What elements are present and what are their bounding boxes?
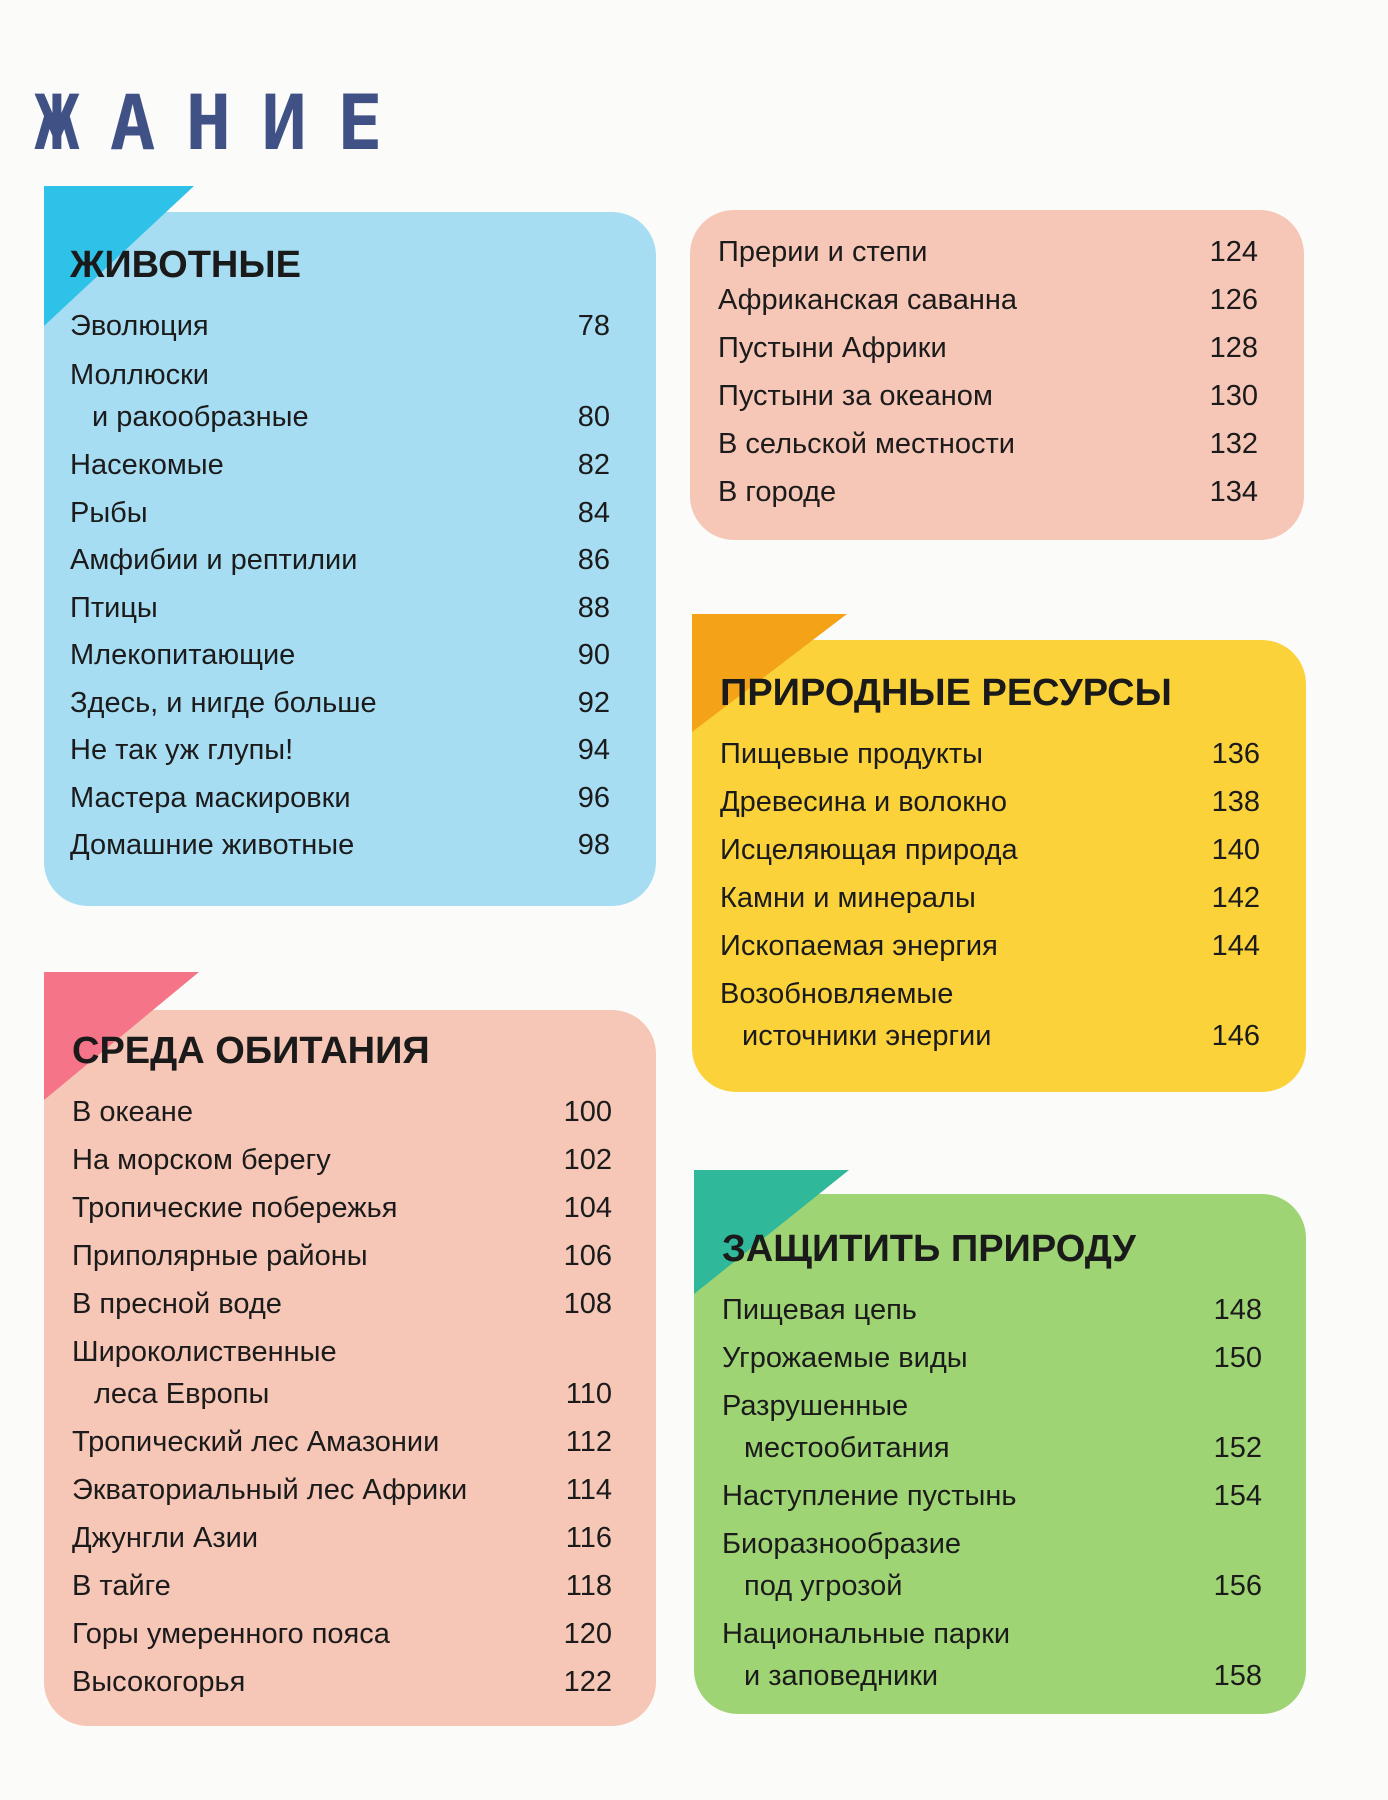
entry-page: 144	[1211, 930, 1260, 962]
section-title-animals: ЖИВОТНЫЕ	[70, 244, 301, 286]
entry-label: Пищевые продукты	[720, 738, 984, 770]
section-title-resources: ПРИРОДНЫЕ РЕСУРСЫ	[720, 672, 1172, 714]
entry-label: Моллюски	[70, 359, 209, 391]
entry-label: Эволюция	[70, 310, 209, 342]
entry-page: 146	[1211, 1020, 1260, 1052]
entry-label: Возобновляемые	[720, 978, 954, 1010]
entry-label: Разрушенные	[722, 1390, 909, 1422]
entry-page: 150	[1213, 1342, 1262, 1374]
entry-page: 82	[577, 449, 610, 481]
entry-label: Горы умеренного пояса	[72, 1618, 390, 1650]
entry-label: Тропические побережья	[72, 1192, 398, 1224]
entry-page: 142	[1211, 882, 1260, 914]
section-title-protect: ЗАЩИТИТЬ ПРИРОДУ	[722, 1228, 1136, 1270]
entry-label: под угрозой	[744, 1570, 903, 1602]
entry-page: 112	[565, 1426, 612, 1458]
entry-page: 136	[1211, 738, 1260, 770]
entry-label: Джунгли Азии	[72, 1522, 259, 1554]
entry-label: и ракообразные	[92, 401, 309, 433]
entry-label: Рыбы	[70, 497, 148, 529]
page-heading: ЖАНИЕ	[34, 78, 413, 167]
entry-page: 94	[577, 734, 610, 766]
entry-label: Птицы	[70, 592, 158, 624]
entry-label: Пустыни Африки	[718, 332, 947, 364]
entry-label: В тайге	[72, 1570, 171, 1602]
entry-page: 126	[1209, 284, 1258, 316]
entry-page: 98	[577, 829, 610, 861]
entry-page: 78	[577, 310, 610, 342]
entry-page: 84	[577, 497, 610, 529]
entry-label: Тропический лес Амазонии	[72, 1426, 440, 1458]
entry-label: местообитания	[744, 1432, 950, 1464]
entry-label: Древесина и волокно	[720, 786, 1008, 818]
entry-label: Широколиственные	[72, 1336, 337, 1368]
entry-label: леса Европы	[94, 1378, 270, 1410]
entry-page: 116	[565, 1522, 612, 1554]
entry-page: 118	[565, 1570, 612, 1602]
entry-page: 132	[1209, 428, 1258, 460]
entry-page: 114	[565, 1474, 612, 1506]
entry-label: Здесь, и нигде больше	[70, 687, 377, 719]
entry-page: 92	[577, 687, 610, 719]
entry-page: 158	[1213, 1660, 1262, 1692]
entry-label: Насекомые	[70, 449, 224, 481]
entry-page: 124	[1209, 236, 1258, 268]
entry-label: Не так уж глупы!	[70, 734, 294, 766]
entry-label: Биоразнообразие	[722, 1528, 962, 1560]
entry-page: 138	[1211, 786, 1260, 818]
entry-label: Ископаемая энергия	[720, 930, 998, 962]
entry-label: Домашние животные	[70, 829, 355, 861]
entry-page: 148	[1213, 1294, 1262, 1326]
entry-page: 90	[577, 639, 610, 671]
entry-page: 134	[1209, 476, 1258, 508]
entry-page: 106	[563, 1240, 612, 1272]
entry-label: Пустыни за океаном	[718, 380, 993, 412]
entry-label: и заповедники	[744, 1660, 939, 1692]
entry-label: Млекопитающие	[70, 639, 296, 671]
entry-page: 156	[1213, 1570, 1262, 1602]
entry-label: Мастера маскировки	[70, 782, 351, 814]
entry-label: Амфибии и рептилии	[70, 544, 358, 576]
entry-label: Пищевая цепь	[722, 1294, 917, 1326]
entry-page: 80	[577, 401, 610, 433]
entry-label: Экваториальный лес Африки	[72, 1474, 468, 1506]
entry-label: Африканская саванна	[718, 284, 1018, 316]
entry-label: Угрожаемые виды	[722, 1342, 968, 1374]
entry-label: Прерии и степи	[718, 236, 928, 268]
entry-label: Камни и минералы	[720, 882, 976, 914]
entry-page: 108	[563, 1288, 612, 1320]
entry-page: 128	[1209, 332, 1258, 364]
entry-label: Приполярные районы	[72, 1240, 368, 1272]
entry-label: На морском берегу	[72, 1144, 331, 1176]
entry-label: В сельской местности	[718, 428, 1015, 460]
section-title-habitat: СРЕДА ОБИТАНИЯ	[72, 1030, 430, 1072]
entry-page: 120	[563, 1618, 612, 1650]
entry-label: В пресной воде	[72, 1288, 282, 1320]
entry-label: Высокогорья	[72, 1666, 246, 1698]
entry-page: 104	[563, 1192, 612, 1224]
entry-label: Наступление пустынь	[722, 1480, 1017, 1512]
entry-label: Исцеляющая природа	[720, 834, 1018, 866]
entry-label: Национальные парки	[722, 1618, 1011, 1650]
entry-page: 88	[577, 592, 610, 624]
entry-label: В городе	[718, 476, 837, 508]
entry-page: 152	[1213, 1432, 1262, 1464]
entry-page: 96	[577, 782, 610, 814]
entry-page: 102	[563, 1144, 612, 1176]
entry-page: 140	[1211, 834, 1260, 866]
entry-page: 110	[565, 1378, 612, 1410]
entry-page: 100	[563, 1096, 612, 1128]
entry-page: 154	[1213, 1480, 1262, 1512]
entry-page: 122	[563, 1666, 612, 1698]
entry-label: В океане	[72, 1096, 193, 1128]
entry-page: 130	[1209, 380, 1258, 412]
entry-page: 86	[577, 544, 610, 576]
entry-label: источники энергии	[742, 1020, 992, 1052]
